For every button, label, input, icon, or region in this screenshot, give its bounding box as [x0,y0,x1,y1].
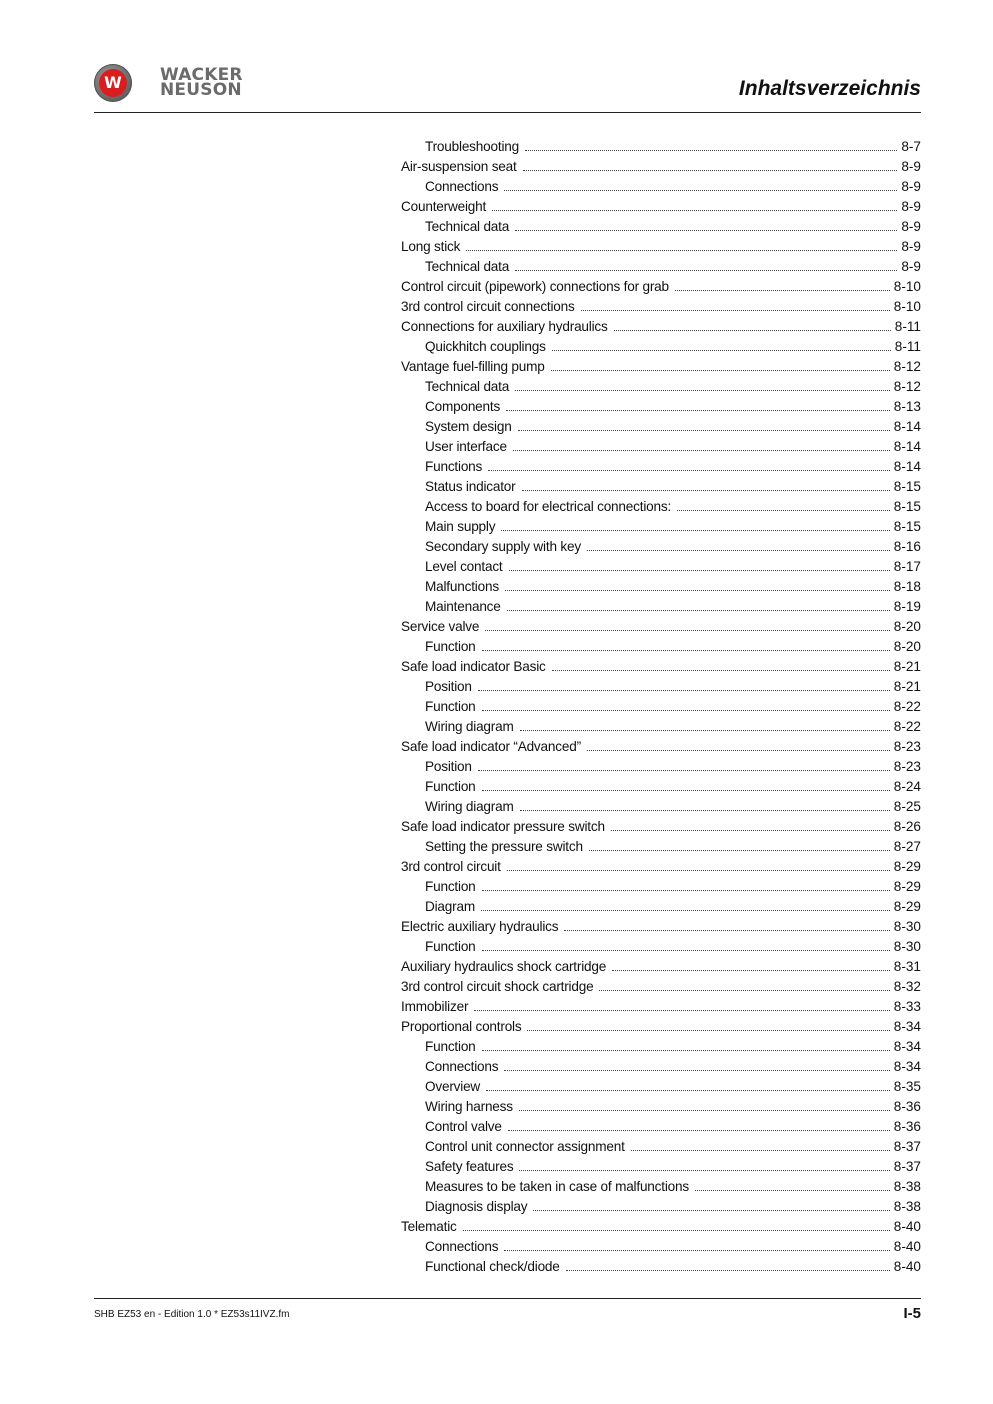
toc-entry-page: 8-17 [893,559,921,574]
toc-entry-title: Control valve [425,1119,502,1134]
toc-entry-page: 8-9 [901,259,921,274]
toc-dot-leader [518,430,890,431]
toc-dot-leader [501,530,889,531]
toc-entry-title: Air-suspension seat [401,159,517,174]
toc-dot-leader [513,450,890,451]
toc-entry-title: Wiring harness [425,1099,513,1114]
toc-dot-leader [675,290,890,291]
toc-entry-page: 8-37 [893,1139,921,1154]
toc-entry-page: 8-12 [893,359,921,374]
toc-entry[interactable] [401,697,921,717]
toc-entry-title: Functional check/diode [425,1259,560,1274]
toc-entry[interactable] [401,657,921,677]
toc-entry[interactable] [401,1157,921,1177]
toc-entry-page: 8-29 [893,859,921,874]
toc-entry-page: 8-9 [901,219,921,234]
toc-entry-page: 8-14 [893,439,921,454]
toc-dot-leader [589,850,890,851]
toc-entry-title: Connections [425,179,499,194]
toc-entry-title: Function [425,699,476,714]
toc-entry-page: 8-10 [893,299,921,314]
toc-dot-leader [478,690,890,691]
toc-entry[interactable] [401,597,921,617]
toc-entry[interactable] [401,957,921,977]
toc-entry-title: Long stick [401,239,461,254]
logo-letter: W [99,69,127,97]
toc-entry[interactable] [401,757,921,777]
toc-dot-leader [527,1030,889,1031]
toc-entry-title: Counterweight [401,199,487,214]
toc-entry-title: Overview [425,1079,481,1094]
toc-entry-title: Wiring diagram [425,799,514,814]
toc-entry[interactable] [401,1057,921,1077]
toc-dot-leader [520,810,890,811]
toc-entry-title: Safe load indicator pressure switch [401,819,605,834]
toc-dot-leader [505,590,890,591]
toc-dot-leader [474,1010,889,1011]
toc-entry-page: 8-30 [893,939,921,954]
toc-entry[interactable] [401,217,921,237]
toc-dot-leader [509,570,890,571]
footer-document-info: SHB EZ53 en - Edition 1.0 * EZ53s11IVZ.fm [94,1309,290,1320]
toc-dot-leader [581,310,890,311]
toc-entry-title: Measures to be taken in case of malfunctions [425,1179,689,1194]
toc-entry-page: 8-23 [893,739,921,754]
toc-entry-title: Components [425,399,501,414]
toc-entry-title: Safe load indicator “Advanced” [401,739,581,754]
toc-entry-title: Auxiliary hydraulics shock cartridge [401,959,607,974]
toc-entry-title: Safety features [425,1159,514,1174]
toc-dot-leader [533,1210,889,1211]
toc-entry[interactable] [401,517,921,537]
toc-entry[interactable] [401,457,921,477]
toc-entry[interactable] [401,637,921,657]
toc-entry[interactable] [401,1017,921,1037]
toc-dot-leader [466,250,897,251]
toc-entry-title: Main supply [425,519,496,534]
toc-dot-leader [566,1270,890,1271]
toc-entry-page: 8-13 [893,399,921,414]
toc-entry-page: 8-9 [901,179,921,194]
toc-entry-title: Troubleshooting [425,139,519,154]
brand-logo [94,64,243,102]
toc-dot-leader [482,710,890,711]
toc-entry-page: 8-22 [893,719,921,734]
toc-entry[interactable] [401,877,921,897]
toc-entry[interactable] [401,1197,921,1217]
table-of-contents [401,137,921,1277]
toc-entry[interactable] [401,1037,921,1057]
toc-entry-title: Function [425,879,476,894]
toc-entry-page: 8-16 [893,539,921,554]
toc-dot-leader [695,1190,890,1191]
toc-dot-leader [481,910,890,911]
toc-entry[interactable] [401,497,921,517]
toc-dot-leader [519,1110,890,1111]
toc-entry[interactable] [401,797,921,817]
toc-dot-leader [506,410,890,411]
toc-entry-title: Telematic [401,1219,457,1234]
toc-entry[interactable] [401,1137,921,1157]
toc-dot-leader [515,270,897,271]
toc-dot-leader [482,890,890,891]
toc-entry-page: 8-12 [893,379,921,394]
toc-entry-page: 8-36 [893,1099,921,1114]
toc-entry-title: Secondary supply with key [425,539,581,554]
toc-entry-title: 3rd control circuit [401,859,501,874]
toc-dot-leader [611,830,890,831]
toc-entry[interactable] [401,717,921,737]
toc-entry[interactable] [401,577,921,597]
toc-entry-title: 3rd control circuit shock cartridge [401,979,594,994]
toc-entry[interactable] [401,417,921,437]
toc-dot-leader [612,970,890,971]
toc-entry-title: Service valve [401,619,480,634]
toc-entry-title: Technical data [425,219,510,234]
toc-entry-page: 8-40 [893,1219,921,1234]
toc-dot-leader [614,330,891,331]
toc-entry[interactable] [401,777,921,797]
toc-entry-page: 8-24 [893,779,921,794]
toc-dot-leader [564,930,889,931]
toc-entry[interactable] [401,737,921,757]
toc-entry-title: Malfunctions [425,579,499,594]
toc-entry[interactable] [401,317,921,337]
toc-entry[interactable] [401,1257,921,1277]
toc-entry-page: 8-20 [893,639,921,654]
toc-entry-page: 8-14 [893,459,921,474]
toc-entry[interactable] [401,1117,921,1137]
toc-entry-page: 8-30 [893,919,921,934]
toc-dot-leader [507,870,890,871]
toc-entry-title: Setting the pressure switch [425,839,583,854]
toc-dot-leader [552,350,891,351]
toc-dot-leader [522,490,890,491]
toc-entry-title: Safe load indicator Basic [401,659,546,674]
toc-entry[interactable] [401,677,921,697]
toc-entry-page: 8-9 [901,239,921,254]
toc-entry-page: 8-10 [893,279,921,294]
toc-entry-page: 8-14 [893,419,921,434]
toc-entry-title: Function [425,779,476,794]
toc-entry-title: Connections [425,1059,499,1074]
toc-dot-leader [508,1130,890,1131]
toc-entry-title: Function [425,1039,476,1054]
toc-entry[interactable] [401,617,921,637]
toc-entry-title: Electric auxiliary hydraulics [401,919,559,934]
toc-entry-page: 8-33 [893,999,921,1014]
toc-entry-page: 8-9 [901,199,921,214]
toc-entry[interactable] [401,837,921,857]
toc-entry-page: 8-37 [893,1159,921,1174]
logo-line-2: NEUSON [160,80,242,100]
toc-entry[interactable] [401,1177,921,1197]
toc-entry[interactable] [401,817,921,837]
toc-dot-leader [482,1050,890,1051]
toc-entry-title: Diagnosis display [425,1199,528,1214]
toc-dot-leader [507,610,890,611]
toc-entry-page: 8-21 [893,679,921,694]
toc-entry-title: Control unit connector assignment [425,1139,625,1154]
toc-entry-page: 8-29 [893,899,921,914]
toc-dot-leader [482,950,890,951]
toc-entry-title: Level contact [425,559,503,574]
toc-entry-page: 8-34 [893,1019,921,1034]
toc-dot-leader [463,1230,890,1231]
toc-entry-title: Connections for auxiliary hydraulics [401,319,608,334]
toc-entry[interactable] [401,337,921,357]
toc-entry-title: Function [425,639,476,654]
toc-entry[interactable] [401,937,921,957]
toc-dot-leader [520,730,890,731]
toc-entry-title: Function [425,939,476,954]
toc-entry-page: 8-23 [893,759,921,774]
toc-dot-leader [482,790,890,791]
toc-entry-title: Access to board for electrical connections: [425,499,672,514]
toc-entry-page: 8-35 [893,1079,921,1094]
toc-dot-leader [504,190,897,191]
toc-entry-title: Control circuit (pipework) connections for grab [401,279,669,294]
toc-entry[interactable] [401,177,921,197]
toc-entry-page: 8-40 [893,1259,921,1274]
toc-dot-leader [482,650,890,651]
page-title: Inhaltsverzeichnis [738,77,921,100]
toc-entry-page: 8-15 [893,519,921,534]
toc-entry-page: 8-26 [893,819,921,834]
toc-dot-leader [599,990,889,991]
toc-entry-page: 8-34 [893,1039,921,1054]
toc-dot-leader [515,230,897,231]
toc-entry-page: 8-21 [893,659,921,674]
toc-entry-page: 8-38 [893,1199,921,1214]
toc-entry[interactable] [401,1077,921,1097]
toc-entry[interactable] [401,137,921,157]
toc-entry[interactable] [401,1217,921,1237]
toc-entry-title: Quickhitch couplings [425,339,546,354]
logo-badge-icon [94,64,132,102]
toc-entry-page: 8-36 [893,1119,921,1134]
toc-entry-page: 8-40 [893,1239,921,1254]
footer-page-number: I-5 [903,1305,921,1322]
toc-dot-leader [492,210,897,211]
toc-entry-title: Technical data [425,259,510,274]
toc-dot-leader [504,1070,889,1071]
toc-entry[interactable] [401,197,921,217]
toc-entry[interactable] [401,237,921,257]
toc-entry[interactable] [401,397,921,417]
toc-entry[interactable] [401,477,921,497]
toc-entry-title: Technical data [425,379,510,394]
toc-entry-title: Functions [425,459,483,474]
toc-entry-page: 8-7 [901,139,921,154]
toc-dot-leader [552,670,890,671]
toc-entry-page: 8-15 [893,499,921,514]
toc-entry-title: Immobilizer [401,999,469,1014]
toc-entry-title: Connections [425,1239,499,1254]
toc-entry-title: System design [425,419,512,434]
toc-entry-title: Vantage fuel-filling pump [401,359,545,374]
toc-dot-leader [677,510,890,511]
toc-entry[interactable] [401,917,921,937]
toc-entry[interactable] [401,997,921,1017]
toc-entry[interactable] [401,537,921,557]
toc-entry-title: Position [425,679,472,694]
toc-entry-title: Diagram [425,899,475,914]
toc-entry-page: 8-32 [893,979,921,994]
toc-entry[interactable] [401,557,921,577]
toc-entry-title: Status indicator [425,479,516,494]
toc-entry-page: 8-27 [893,839,921,854]
toc-entry-title: Maintenance [425,599,501,614]
logo-line-1: WACKER [160,65,243,85]
toc-entry[interactable] [401,977,921,997]
toc-entry-page: 8-25 [893,799,921,814]
toc-entry[interactable] [401,897,921,917]
footer-divider [94,1298,921,1299]
toc-entry-page: 8-34 [893,1059,921,1074]
toc-entry-page: 8-20 [893,619,921,634]
toc-dot-leader [488,470,890,471]
toc-entry[interactable] [401,1237,921,1257]
toc-entry-title: Proportional controls [401,1019,522,1034]
toc-dot-leader [587,550,890,551]
toc-entry[interactable] [401,297,921,317]
toc-entry-page: 8-29 [893,879,921,894]
toc-dot-leader [551,370,890,371]
toc-entry-title: Position [425,759,472,774]
toc-entry[interactable] [401,857,921,877]
toc-dot-leader [587,750,890,751]
toc-entry[interactable] [401,157,921,177]
toc-entry-page: 8-11 [894,339,921,354]
toc-entry[interactable] [401,357,921,377]
toc-entry-page: 8-11 [894,319,921,334]
toc-dot-leader [504,1250,889,1251]
toc-dot-leader [519,1170,889,1171]
toc-entry[interactable] [401,257,921,277]
toc-entry[interactable] [401,1097,921,1117]
toc-entry-page: 8-19 [893,599,921,614]
logo-wordmark [160,65,243,100]
toc-entry-page: 8-18 [893,579,921,594]
toc-entry-page: 8-31 [893,959,921,974]
toc-dot-leader [525,150,897,151]
toc-entry-page: 8-22 [893,699,921,714]
toc-entry-page: 8-9 [901,159,921,174]
toc-dot-leader [631,1150,890,1151]
toc-dot-leader [523,170,898,171]
toc-entry[interactable] [401,277,921,297]
toc-entry-title: User interface [425,439,507,454]
toc-dot-leader [478,770,890,771]
toc-entry[interactable] [401,377,921,397]
header-divider [94,112,921,113]
toc-dot-leader [485,630,890,631]
toc-entry-page: 8-15 [893,479,921,494]
toc-dot-leader [515,390,890,391]
toc-entry[interactable] [401,437,921,457]
toc-entry-title: Wiring diagram [425,719,514,734]
toc-entry-page: 8-38 [893,1179,921,1194]
toc-entry-title: 3rd control circuit connections [401,299,575,314]
toc-dot-leader [486,1090,890,1091]
